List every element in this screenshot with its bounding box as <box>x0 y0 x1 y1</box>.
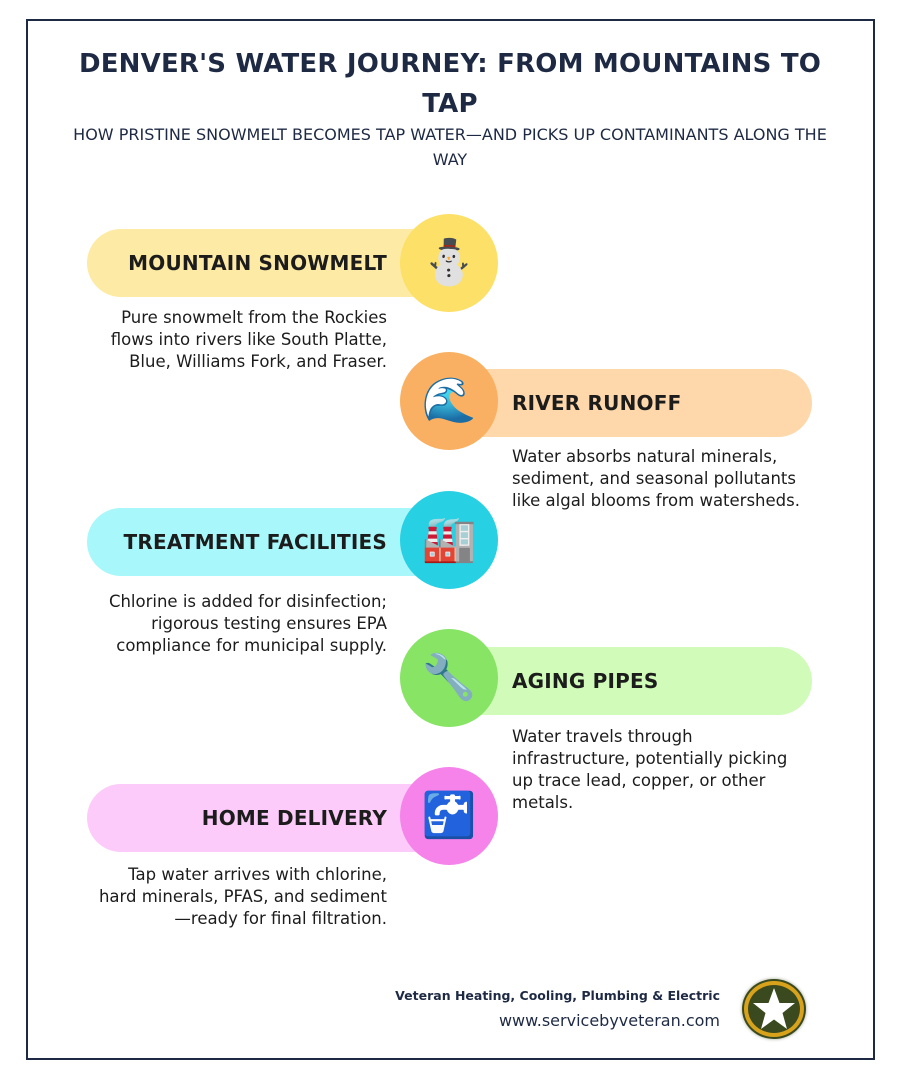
star-icon <box>751 986 797 1032</box>
water-wave-icon: 🌊 <box>400 352 498 450</box>
step-description: Pure snowmelt from the Rockies flows into rivers like South Platte, Blue, Williams Fork, and Fraser. <box>110 308 387 371</box>
step-description: Water absorbs natural minerals, sediment, and seasonal pollutants like algal blooms from watersheds. <box>512 447 800 510</box>
step-description: Tap water arrives with chlorine, hard minerals, PFAS, and sediment—ready for final filtration. <box>98 865 387 928</box>
company-website-link[interactable]: www.servicebyveteran.com <box>498 1011 720 1030</box>
step-label: MOUNTAIN SNOWMELT <box>128 251 387 275</box>
step-label: AGING PIPES <box>512 669 659 693</box>
step-description: Chlorine is added for disinfection; rigorous testing ensures EPA compliance for municipal supply. <box>108 592 387 655</box>
company-name: Veteran Heating, Cooling, Plumbing & Electric <box>395 988 720 1003</box>
step-label: HOME DELIVERY <box>201 806 387 830</box>
star-badge-icon <box>744 981 804 1037</box>
faucet-icon: 🚰 <box>400 767 498 865</box>
step-description: Water travels through infrastructure, potentially picking up trace lead, copper, or other metals. <box>512 727 788 812</box>
wrench-icon: 🔧 <box>400 629 498 727</box>
step-label: RIVER RUNOFF <box>512 391 682 415</box>
page-title: DENVER'S WATER JOURNEY: FROM MOUNTAINS TO TAP <box>78 49 822 119</box>
factory-icon: 🏭 <box>400 491 498 589</box>
page-subtitle: HOW PRISTINE SNOWMELT BECOMES TAP WATER—AND PICKS UP CONTAMINANTS ALONG THE WAY <box>73 125 827 169</box>
step-label: TREATMENT FACILITIES <box>123 530 387 554</box>
snowman-icon: ⛄ <box>400 214 498 312</box>
